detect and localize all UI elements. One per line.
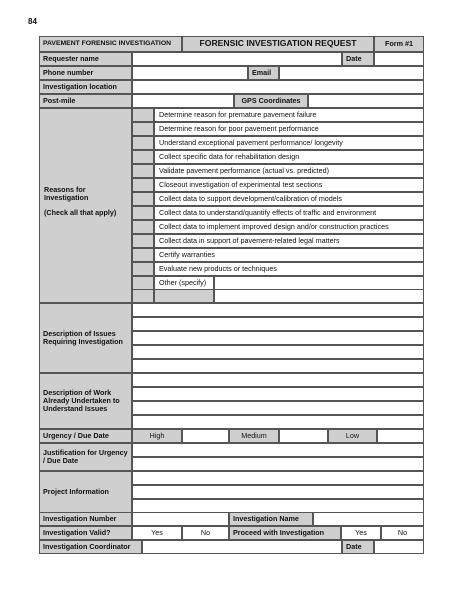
reason-label: Validate pavement performance (actual vs. predicted) [154, 164, 424, 178]
project-information-line[interactable] [132, 499, 424, 513]
investigation-location-field[interactable] [132, 80, 424, 94]
reason-label: Collect data in support of pavement-related legal matters [154, 234, 424, 248]
justification-label: Justification for Urgency / Due Date [39, 443, 132, 471]
post-mile-label: Post-mile [39, 94, 132, 108]
reason-checkbox[interactable] [132, 178, 154, 192]
urgency-low[interactable]: Low [328, 429, 377, 443]
description-issues-line[interactable] [132, 359, 424, 373]
proceed-yes[interactable]: Yes [341, 526, 381, 540]
investigation-location-label: Investigation location [39, 80, 132, 94]
proceed-label: Proceed with Investigation [229, 526, 341, 540]
description-issues-label: Description of Issues Requiring Investigation [39, 303, 132, 373]
coordinator-date-label: Date [342, 540, 374, 554]
email-field[interactable] [279, 66, 424, 80]
investigation-name-label: Investigation Name [229, 512, 313, 526]
investigation-coordinator-field[interactable] [142, 540, 342, 554]
investigation-coordinator-label: Investigation Coordinator [39, 540, 142, 554]
date-label: Date [342, 52, 374, 66]
valid-no[interactable]: No [182, 526, 229, 540]
form-number: Form #1 [374, 36, 424, 52]
project-information-line[interactable] [132, 485, 424, 499]
description-work-line[interactable] [132, 415, 424, 429]
reason-label: Evaluate new products or techniques [154, 262, 424, 276]
reason-checkbox[interactable] [132, 220, 154, 234]
description-issues-line[interactable] [132, 303, 424, 317]
reason-checkbox[interactable] [132, 276, 154, 290]
urgency-medium[interactable]: Medium [229, 429, 279, 443]
project-information-label: Project Information [39, 471, 132, 513]
description-work-line[interactable] [132, 387, 424, 401]
empty-checkbox-cell[interactable] [132, 289, 154, 303]
reason-checkbox[interactable] [132, 150, 154, 164]
gps-coordinates-field[interactable] [308, 94, 424, 108]
reason-label: Collect data to support development/calibration of models [154, 192, 424, 206]
empty-spare-field[interactable] [214, 289, 424, 303]
proceed-no[interactable]: No [381, 526, 424, 540]
urgency-high-field[interactable] [182, 429, 229, 443]
urgency-label: Urgency / Due Date [39, 429, 132, 443]
reason-checkbox[interactable] [132, 108, 154, 122]
reasons-label [39, 108, 132, 303]
description-issues-line[interactable] [132, 345, 424, 359]
reason-checkbox[interactable] [132, 122, 154, 136]
reason-checkbox[interactable] [132, 262, 154, 276]
urgency-medium-field[interactable] [279, 429, 328, 443]
reason-label: Understand exceptional pavement performance/ longevity [154, 136, 424, 150]
form-title: FORENSIC INVESTIGATION REQUEST [182, 36, 374, 52]
post-mile-field[interactable] [132, 94, 234, 108]
reason-checkbox[interactable] [132, 192, 154, 206]
reason-checkbox[interactable] [132, 248, 154, 262]
project-information-line[interactable] [132, 471, 424, 485]
reason-label: Collect data to understand/quantify effects of traffic and environment [154, 206, 424, 220]
date-field[interactable] [374, 52, 424, 66]
reasons-label-line1: Reasons for [44, 185, 86, 194]
reason-checkbox[interactable] [132, 206, 154, 220]
reason-checkbox[interactable] [132, 234, 154, 248]
justification-line[interactable] [132, 443, 424, 457]
investigation-valid-label: Investigation Valid? [39, 526, 132, 540]
description-issues-line[interactable] [132, 331, 424, 345]
urgency-high[interactable]: High [132, 429, 182, 443]
reason-label: Closeout investigation of experimental test sections [154, 178, 424, 192]
empty-spare-cell [154, 289, 214, 303]
requester-name-label: Requester name [39, 52, 132, 66]
valid-yes[interactable]: Yes [132, 526, 182, 540]
description-work-line[interactable] [132, 373, 424, 387]
header-section: PAVEMENT FORENSIC INVESTIGATION [39, 36, 182, 52]
reasons-label-line2: Investigation [44, 193, 89, 203]
phone-number-field[interactable] [132, 66, 248, 80]
coordinator-date-field[interactable] [374, 540, 424, 554]
description-work-line[interactable] [132, 401, 424, 415]
forensic-investigation-request-form [39, 36, 424, 554]
gps-coordinates-label: GPS Coordinates [234, 94, 308, 108]
investigation-name-field[interactable] [313, 512, 424, 526]
requester-name-field[interactable] [132, 52, 342, 66]
investigation-number-field[interactable] [132, 512, 229, 526]
reason-label: Collect specific data for rehabilitation design [154, 150, 424, 164]
reason-label: Other (specify) [154, 276, 214, 290]
description-work-label: Description of Work Already Undertaken to Understand Issues [39, 373, 132, 429]
phone-number-label: Phone number [39, 66, 132, 80]
urgency-low-field[interactable] [377, 429, 424, 443]
reason-checkbox[interactable] [132, 164, 154, 178]
reason-label: Determine reason for premature pavement failure [154, 108, 424, 122]
page-number: 84 [28, 17, 37, 26]
reason-label: Collect data to implement improved design and/or construction practices [154, 220, 424, 234]
reasons-check-note: (Check all that apply) [44, 207, 117, 217]
reason-other-field[interactable] [214, 276, 424, 290]
reason-label: Determine reason for poor pavement performance [154, 122, 424, 136]
description-issues-line[interactable] [132, 317, 424, 331]
justification-line[interactable] [132, 457, 424, 471]
reason-label: Certify warranties [154, 248, 424, 262]
email-label: Email [248, 66, 279, 80]
reason-checkbox[interactable] [132, 136, 154, 150]
investigation-number-label: Investigation Number [39, 512, 132, 526]
